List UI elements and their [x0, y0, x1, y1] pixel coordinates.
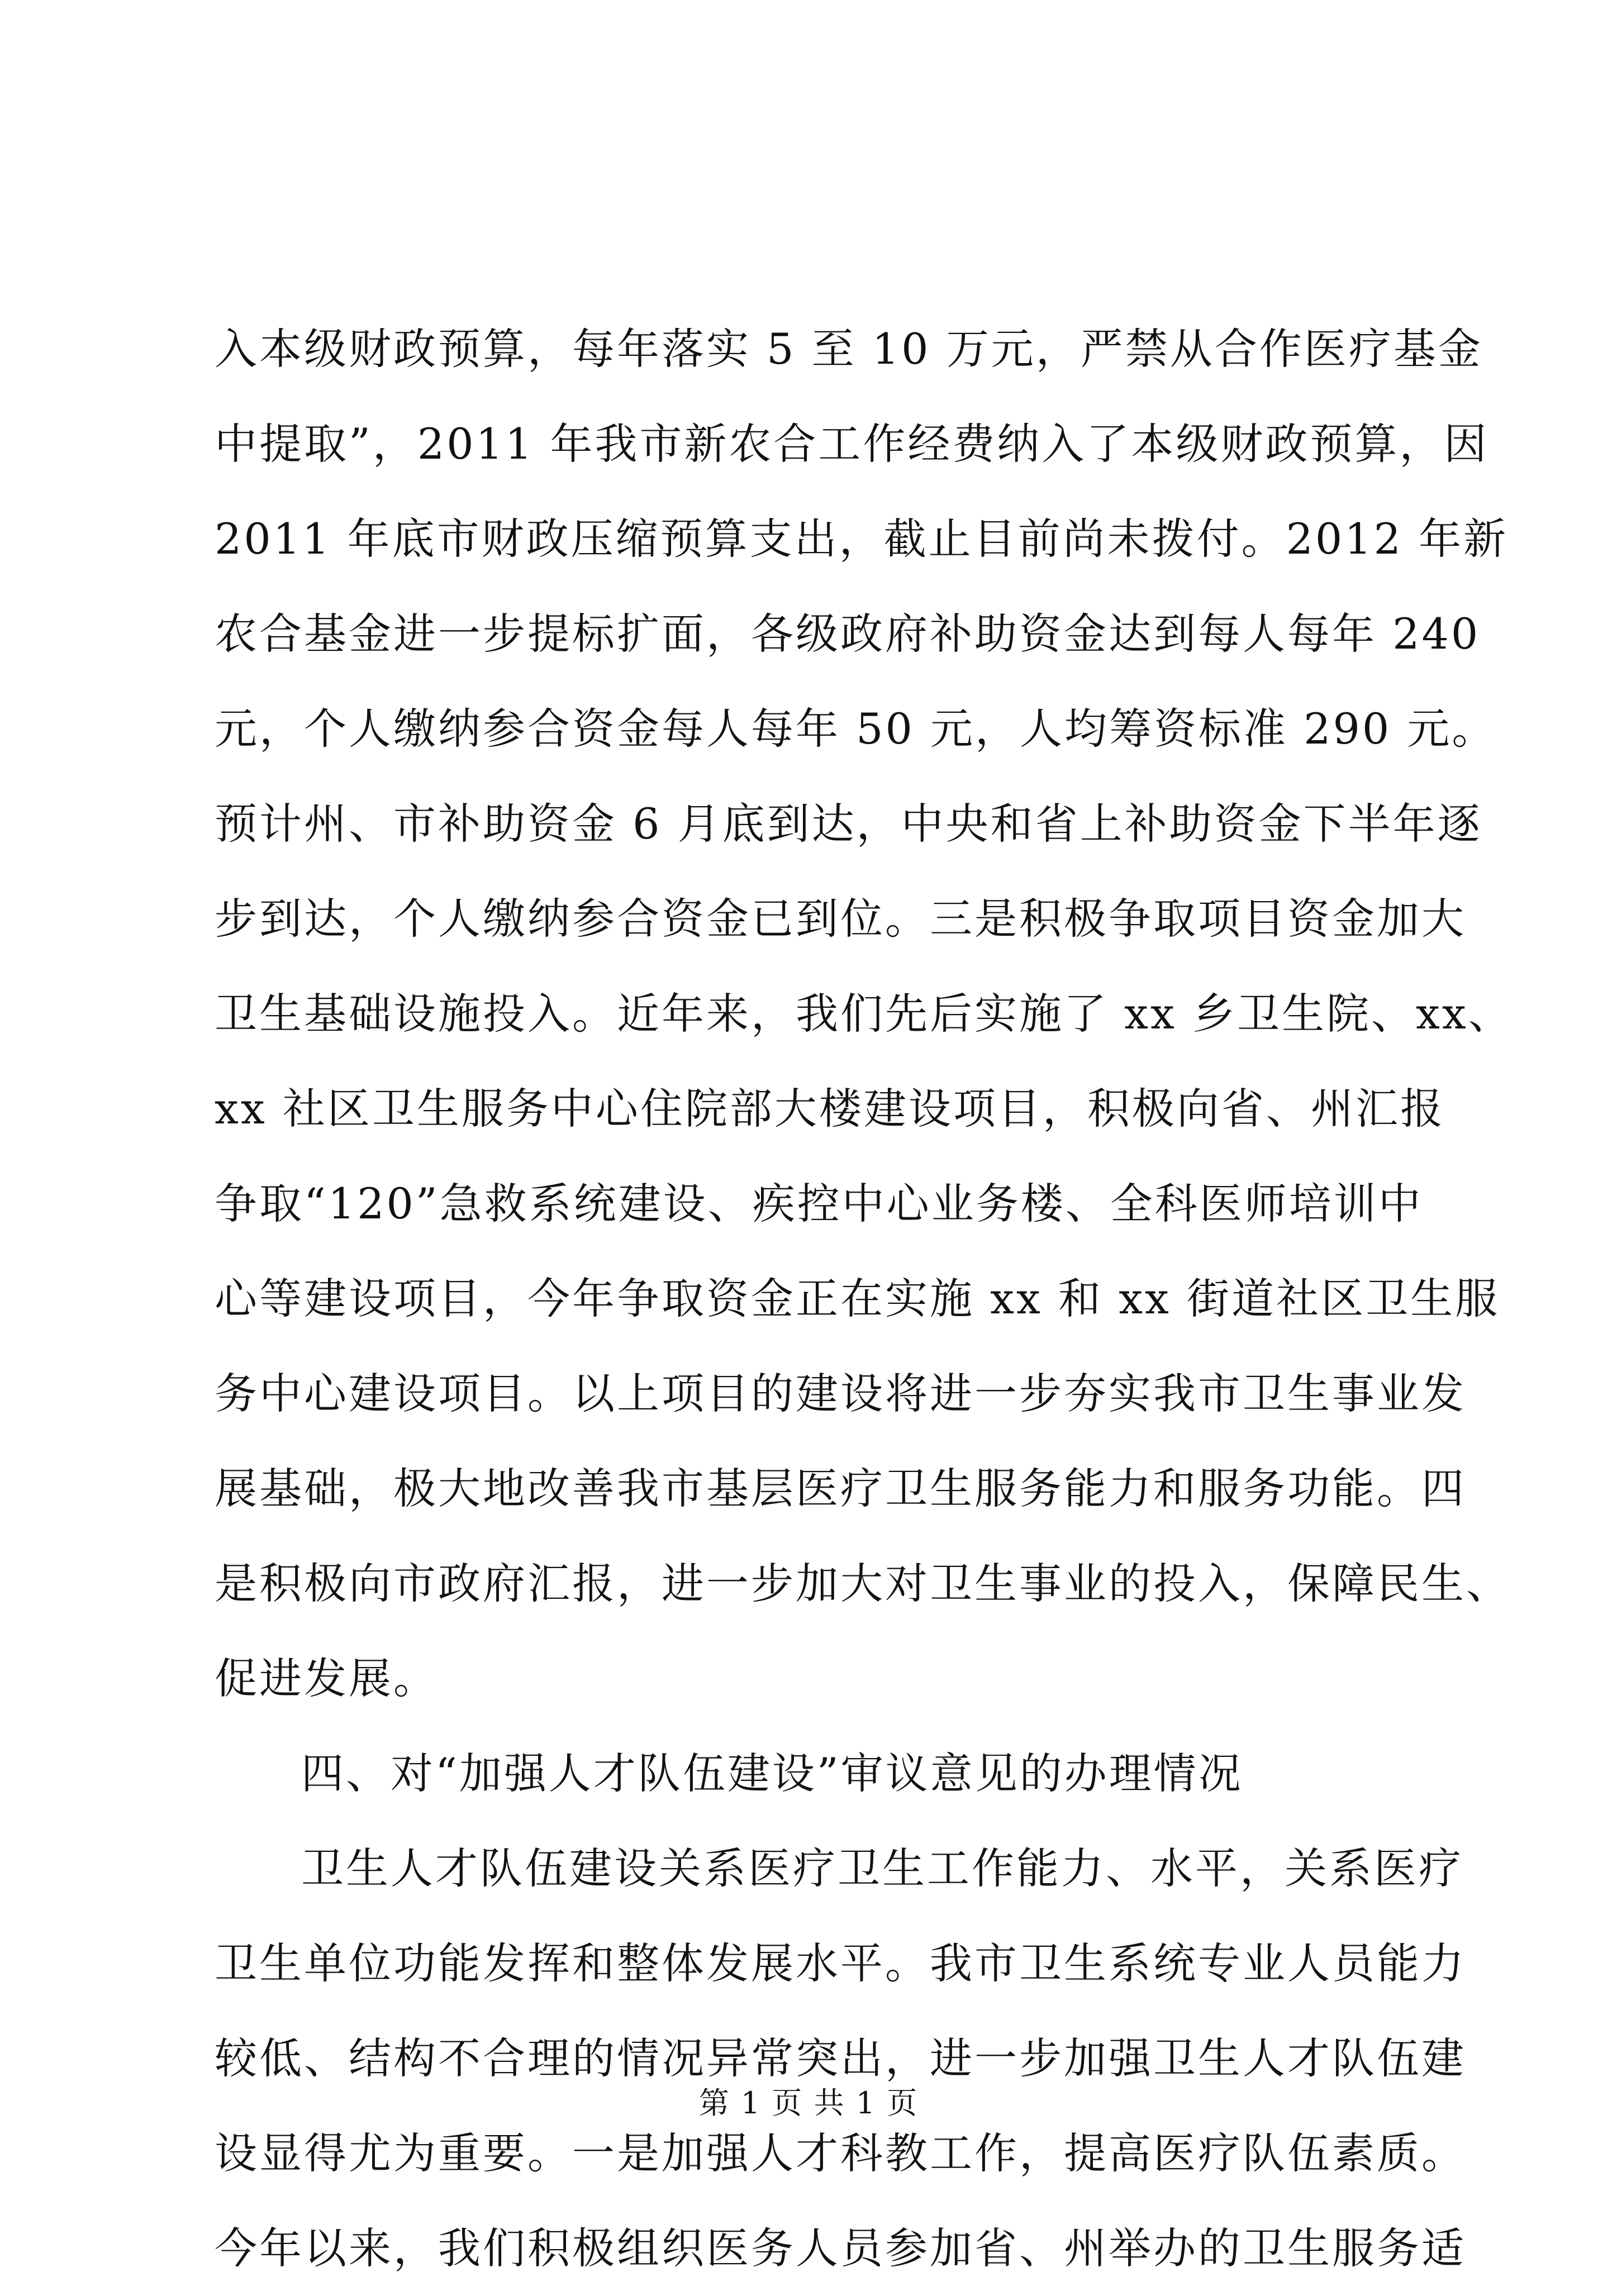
paragraph-first-line: 卫生人才队伍建设关系医疗卫生工作能力、水平，关系医疗: [301, 1844, 1463, 1893]
text-line: 今年以来，我们积极组织医务人员参加省、州举办的卫生服务适: [215, 2223, 1466, 2273]
page-number-footer: 第 1 页 共 1 页: [698, 2085, 919, 2121]
text-line: 卫生单位功能发挥和整体发展水平。我市卫生系统专业人员能力: [215, 1938, 1466, 1988]
text-line: 设显得尤为重要。一是加强人才科教工作，提高医疗队伍素质。: [215, 2128, 1466, 2178]
text-line: 预计州、市补助资金 6 月底到达，中央和省上补助资金下半年逐: [215, 799, 1482, 849]
text-line: 卫生基础设施投入。近年来，我们先后实施了 xx 乡卫生院、xx、: [215, 989, 1513, 1039]
document-body: [215, 302, 1513, 2296]
section-heading: 四、对“加强人才队伍建设”审议意见的办理情况: [301, 1749, 1243, 1798]
text-line: 促进发展。: [215, 1654, 438, 1703]
text-line: 中提取”，2011 年我市新农合工作经费纳入了本级财政预算，因: [215, 419, 1489, 469]
text-line: 心等建设项目，今年争取资金正在实施 xx 和 xx 街道社区卫生服: [215, 1274, 1500, 1323]
text-line: 务中心建设项目。以上项目的建设将进一步夯实我市卫生事业发: [215, 1369, 1466, 1418]
text-line: 争取“120”急救系统建设、疾控中心业务楼、全科医师培训中: [215, 1179, 1423, 1228]
text-line: 较低、结构不合理的情况异常突出，进一步加强卫生人才队伍建: [215, 2033, 1466, 2083]
text-line: 步到达，个人缴纳参合资金已到位。三是积极争取项目资金加大: [215, 894, 1466, 944]
text-line: 是积极向市政府汇报，进一步加大对卫生事业的投入，保障民生、: [215, 1559, 1511, 1608]
text-line: 展基础，极大地改善我市基层医疗卫生服务能力和服务功能。四: [215, 1464, 1466, 1513]
text-line: 入本级财政预算，每年落实 5 至 10 万元，严禁从合作医疗基金: [215, 324, 1483, 374]
text-line: 元，个人缴纳参合资金每人每年 50 元，人均筹资标准 290 元。: [215, 704, 1497, 754]
text-line: 农合基金进一步提标扩面，各级政府补助资金达到每人每年 240: [215, 609, 1481, 659]
text-line: 2011 年底市财政压缩预算支出，截止目前尚未拨付。2012 年新: [215, 514, 1509, 564]
text-line: xx 社区卫生服务中心住院部大楼建设项目，积极向省、州汇报: [215, 1084, 1445, 1133]
